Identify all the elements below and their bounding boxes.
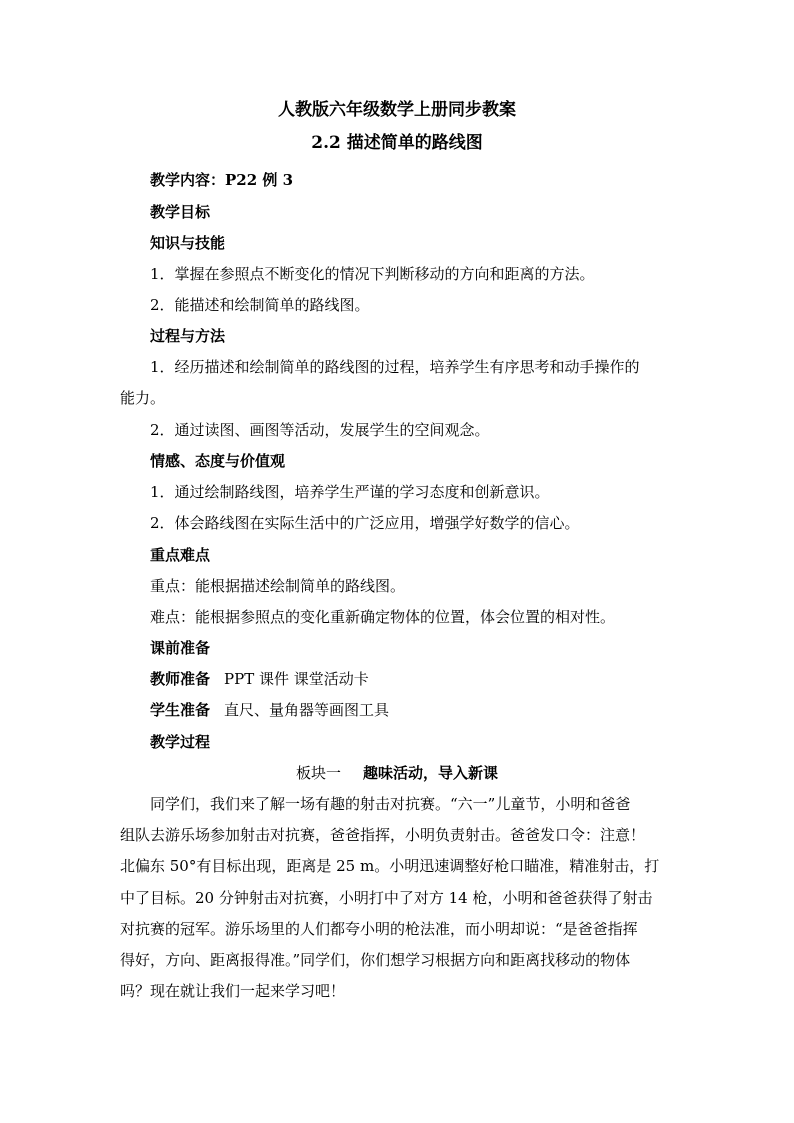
key-point: 重点：能根据描述绘制简单的路线图。	[150, 577, 406, 595]
emotion-heading: 情感、态度与价值观	[150, 452, 286, 470]
objectives-heading: 教学目标	[150, 203, 211, 221]
teacher-prep-value: PPT 课件 课堂活动卡	[224, 670, 369, 688]
prep-heading: 课前准备	[150, 639, 211, 657]
process-item-1-line-2: 能力。	[120, 389, 166, 407]
block-heading	[0, 763, 794, 783]
teacher-prep-label: 教师准备	[150, 670, 211, 688]
block-title: 趣味活动，导入新课	[363, 764, 499, 782]
story-line-6: 得好，方向、距离报得准。”同学们，你们想学习根据方向和距离找移动的物体	[120, 951, 631, 969]
document-title: 人教版六年级数学上册同步教案	[278, 100, 516, 120]
teacher-prep	[150, 669, 369, 689]
story-line-5: 对抗赛的冠军。游乐场里的人们都夸小明的枪法准，而小明却说：“是爸爸指挥	[120, 920, 638, 938]
story-line-7: 吗？现在就让我们一起来学习吧！	[120, 982, 346, 1000]
student-prep-value: 直尺、量角器等画图工具	[224, 701, 390, 719]
story-line-1: 同学们，我们来了解一场有趣的射击对抗赛。“六一”儿童节，小明和爸爸	[150, 795, 631, 813]
story-line-2: 组队去游乐场参加射击对抗赛，爸爸指挥，小明负责射击。爸爸发口令：注意！	[120, 826, 646, 844]
content-label: 教学内容：P22 例 3	[150, 171, 294, 189]
knowledge-item-1: 1．掌握在参照点不断变化的情况下判断移动的方向和距离的方法。	[150, 265, 595, 283]
emotion-item-1: 1．通过绘制路线图，培养学生严谨的学习态度和创新意识。	[150, 483, 550, 501]
story-line-4: 中了目标。20 分钟射击对抗赛，小明打中了对方 14 枪，小明和爸爸获得了射击	[120, 889, 653, 907]
difficult-point: 难点：能根据参照点的变化重新确定物体的位置，体会位置的相对性。	[150, 608, 616, 626]
student-prep	[150, 700, 389, 720]
knowledge-item-2: 2．能描述和绘制简单的路线图。	[150, 296, 370, 314]
emotion-item-2: 2．体会路线图在实际生活中的广泛应用，增强学好数学的信心。	[150, 514, 580, 532]
story-line-3: 北偏东 50°有目标出现，距离是 25 m。小明迅速调整好枪口瞄准，精准射击，打	[120, 857, 660, 875]
procedure-heading: 教学过程	[150, 733, 211, 751]
process-item-2: 2．通过读图、画图等活动，发展学生的空间观念。	[150, 421, 490, 439]
block-label: 板块一	[295, 764, 341, 782]
key-heading: 重点难点	[150, 546, 211, 564]
process-heading: 过程与方法	[150, 327, 226, 345]
lesson-title: 2.2 描述简单的路线图	[311, 133, 483, 153]
process-item-1-line-1: 1．经历描述和绘制简单的路线图的过程，培养学生有序思考和动手操作的	[150, 358, 640, 376]
student-prep-label: 学生准备	[150, 701, 211, 719]
knowledge-heading: 知识与技能	[150, 234, 226, 252]
